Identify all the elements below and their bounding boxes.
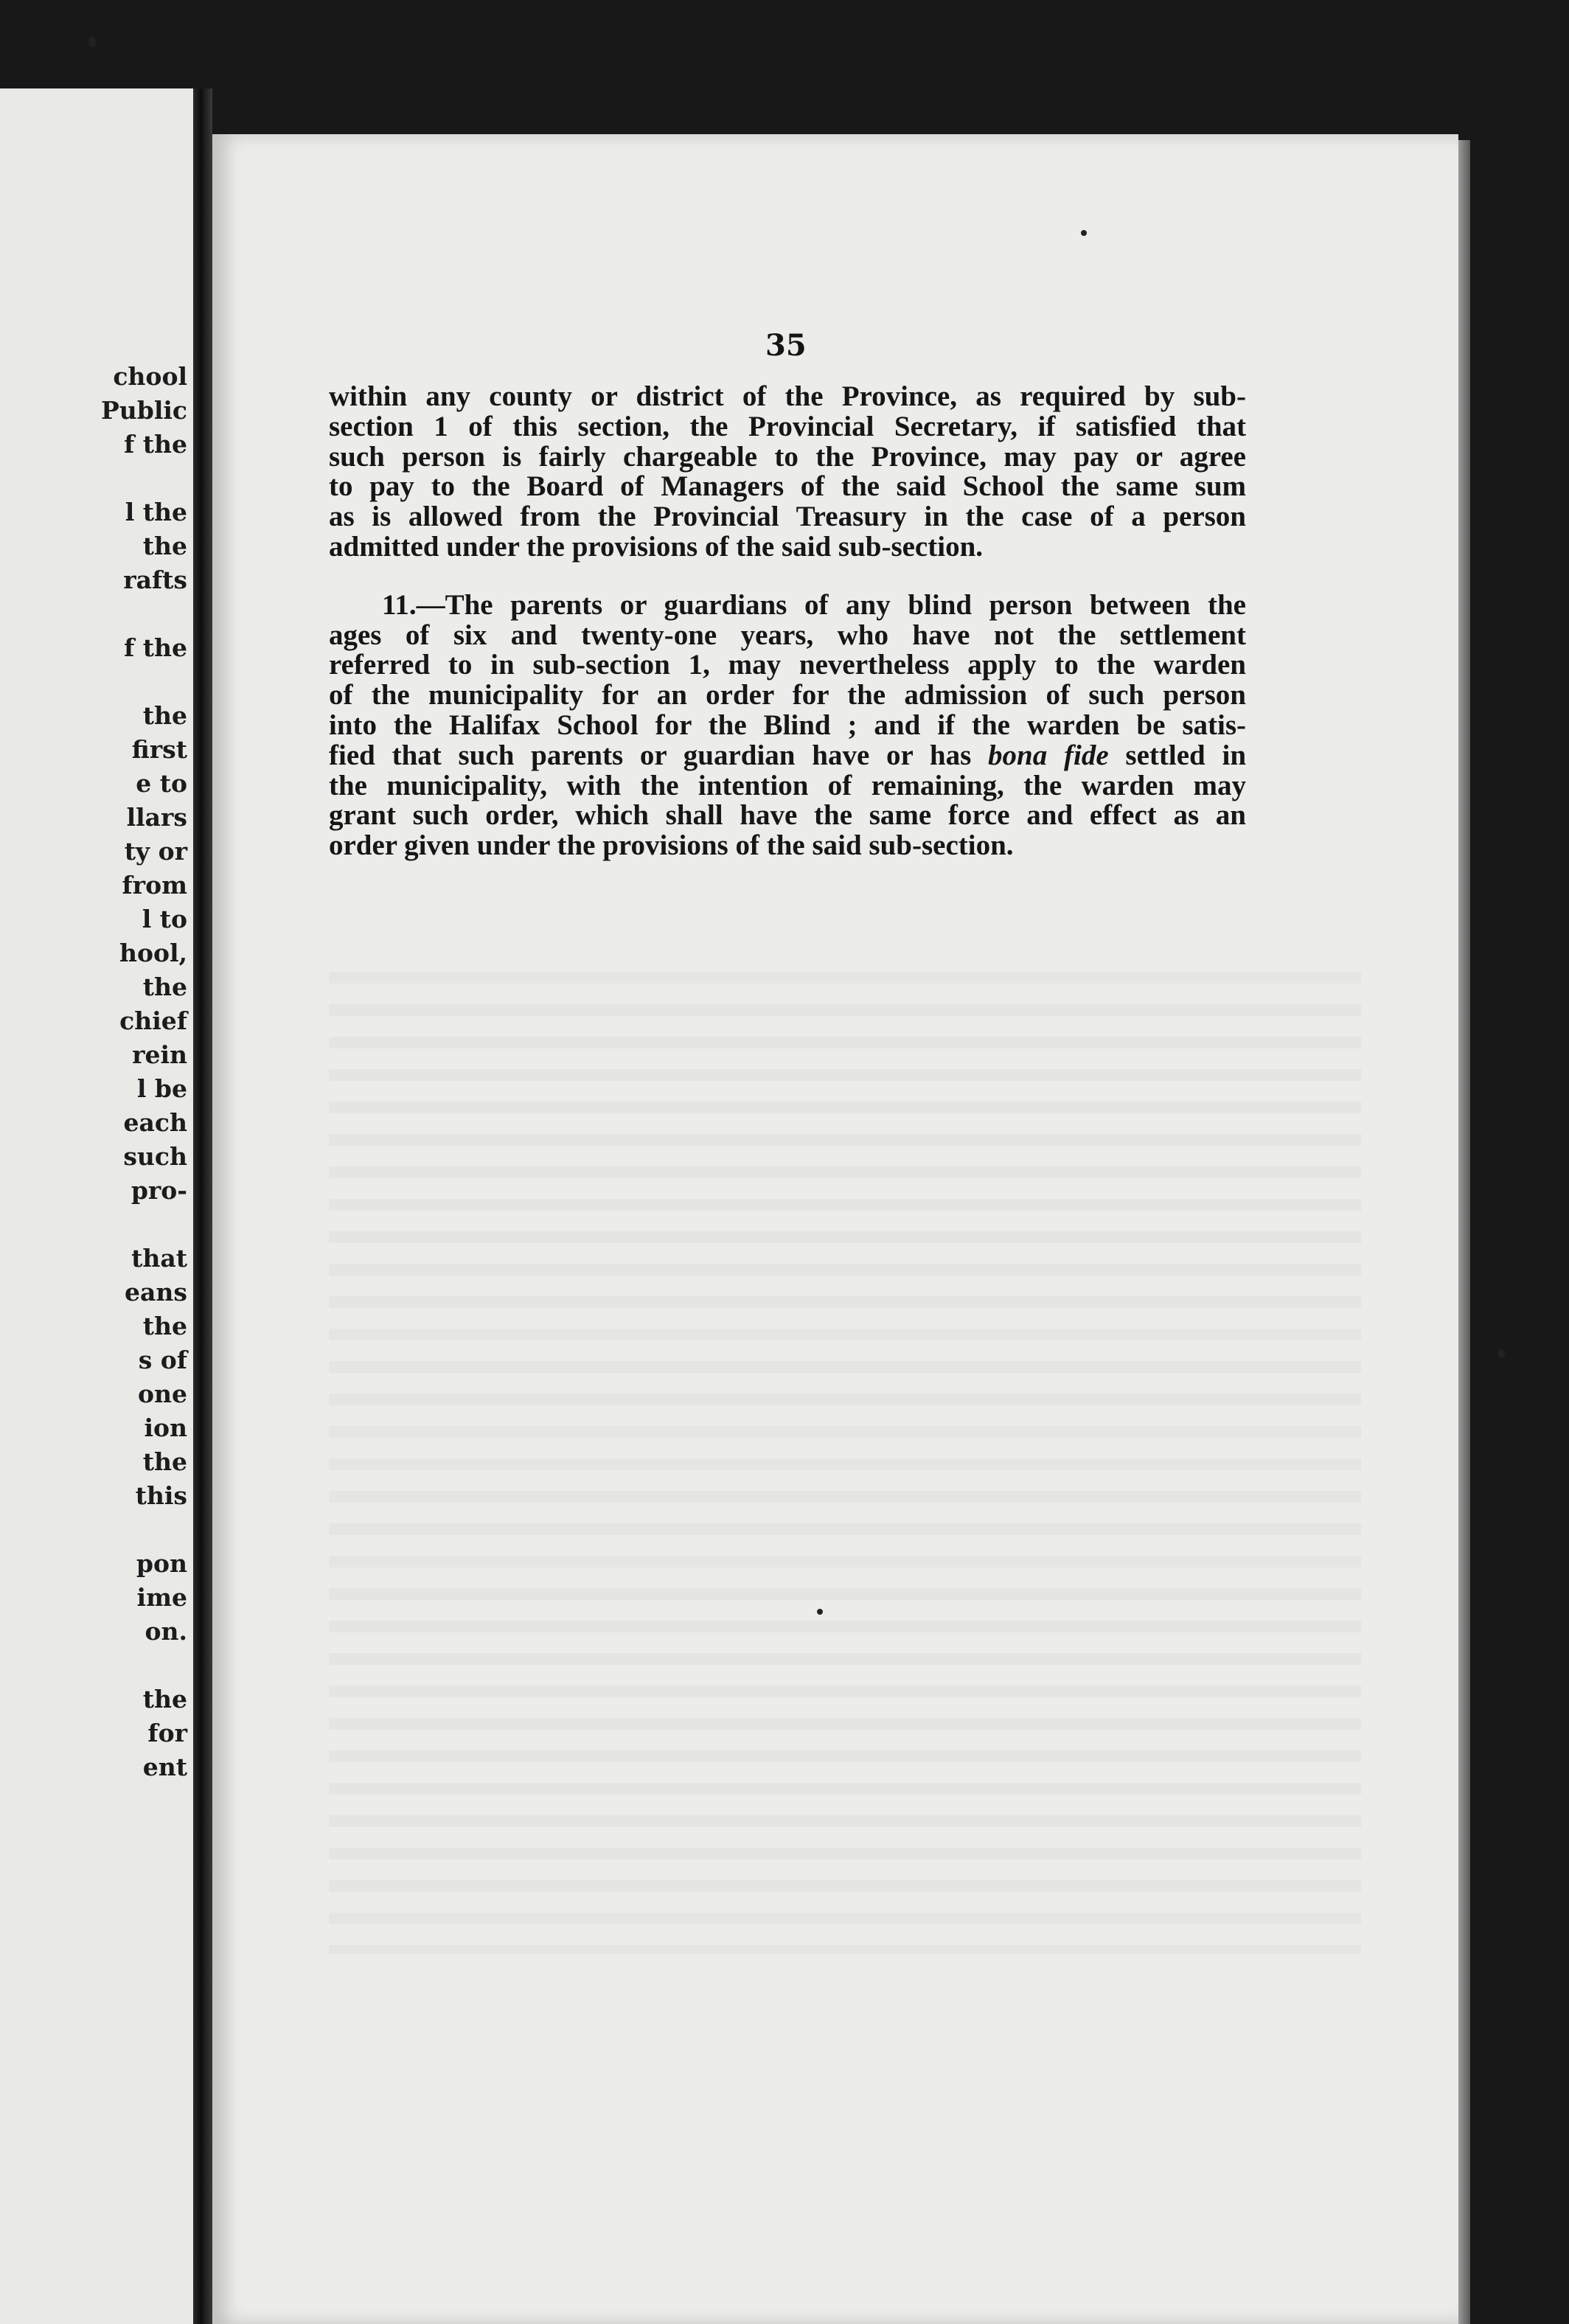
page-number: 35 bbox=[765, 328, 807, 363]
left-page-fragment: e to bbox=[136, 769, 187, 798]
body-text bbox=[329, 382, 1246, 861]
left-page-fragment bbox=[10, 665, 187, 699]
left-page-fragment: l be bbox=[136, 1074, 187, 1103]
text-line: fied that such parents or guardian have or has bona fide settled in bbox=[329, 739, 1247, 771]
left-page-fragment: Public bbox=[100, 396, 187, 425]
left-page-fragment bbox=[10, 597, 187, 631]
left-page-fragment: the bbox=[142, 1447, 187, 1476]
left-page-fragment: rafts bbox=[123, 566, 187, 594]
text-line: to pay to the Board of Managers of the said School the same sum bbox=[329, 470, 1246, 503]
text-line: admitted under the provisions of the said sub-section. bbox=[329, 530, 984, 563]
dust-speck bbox=[817, 1609, 823, 1615]
page-edge bbox=[1458, 140, 1470, 2324]
text-line: ages of six and twenty-one years, who have not the settlement bbox=[329, 619, 1246, 651]
left-page-fragment: the bbox=[142, 1685, 187, 1714]
left-page-fragment: first bbox=[131, 735, 187, 764]
left-page-fragment: f the bbox=[124, 430, 187, 459]
left-page-fragment: l to bbox=[142, 905, 187, 933]
left-page-fragment: llars bbox=[126, 803, 187, 832]
book-gutter bbox=[193, 88, 212, 2324]
left-page-fragment: pon bbox=[136, 1549, 187, 1578]
left-page-fragment: ent bbox=[142, 1753, 187, 1781]
left-page-fragment: pro- bbox=[131, 1176, 187, 1205]
paragraph bbox=[329, 382, 1246, 563]
left-facing-page bbox=[0, 88, 193, 2324]
left-page-fragment: chool bbox=[113, 362, 187, 391]
text-line: of the municipality for an order for the admission of such person bbox=[329, 679, 1246, 712]
left-page-fragment: the bbox=[142, 532, 187, 560]
left-page-fragment: from bbox=[122, 871, 187, 900]
left-page-fragment: that bbox=[131, 1244, 187, 1273]
text-line: the municipality, with the intention of remaining, the warden may bbox=[329, 769, 1246, 801]
left-page-fragment: such bbox=[123, 1142, 187, 1171]
left-page-fragment: s of bbox=[138, 1346, 187, 1374]
left-page-fragment: eans bbox=[125, 1278, 187, 1307]
left-page-fragment: chief bbox=[119, 1006, 187, 1035]
dust-speck bbox=[88, 37, 96, 47]
left-page-fragment: l the bbox=[125, 498, 187, 526]
left-page-fragment: for bbox=[147, 1719, 187, 1747]
left-page-fragment: ion bbox=[144, 1413, 187, 1442]
left-page-fragment: this bbox=[135, 1481, 187, 1510]
text-line: such person is fairly chargeable to the Province, may pay or agree bbox=[329, 440, 1246, 473]
text-line: 11.—The parents or guardians of any blind person between the bbox=[382, 588, 1246, 621]
show-through-text bbox=[329, 951, 1361, 1954]
text-line: grant such order, which shall have the same force and effect as an bbox=[329, 799, 1246, 832]
left-page-fragment: the bbox=[142, 973, 187, 1001]
left-page-fragment bbox=[10, 1208, 187, 1242]
left-page-fragment: rein bbox=[132, 1040, 187, 1069]
text-line: as is allowed from the Provincial Treasury in the case of a person bbox=[329, 501, 1246, 533]
text-line: within any county or district of the Province, as required by sub- bbox=[329, 380, 1246, 412]
left-page-fragment bbox=[10, 1649, 187, 1683]
left-page-fragment: hool, bbox=[119, 939, 187, 967]
left-page-fragment: the bbox=[142, 701, 187, 730]
text-line: section 1 of this section, the Provincial Secretary, if satisfied that bbox=[329, 410, 1246, 442]
dust-speck bbox=[1498, 1349, 1505, 1358]
text-line: referred to in sub-section 1, may nevertheless apply to the warden bbox=[329, 649, 1246, 681]
left-page-fragment: one bbox=[138, 1380, 187, 1408]
paragraph bbox=[329, 588, 1247, 862]
left-page-text-fragments bbox=[10, 360, 187, 1784]
text-line: into the Halifax School for the Blind ; and if the warden be satis- bbox=[329, 709, 1246, 741]
left-page-fragment: each bbox=[123, 1108, 187, 1137]
left-page-fragment bbox=[10, 462, 187, 495]
left-page-fragment: on. bbox=[145, 1617, 187, 1646]
left-page-fragment: ty or bbox=[124, 837, 187, 866]
left-page-fragment: f the bbox=[124, 633, 187, 662]
dust-speck bbox=[1081, 230, 1087, 236]
left-page-fragment bbox=[10, 1513, 187, 1547]
left-page-fragment: ime bbox=[136, 1583, 187, 1612]
text-line: order given under the provisions of the said sub-section. bbox=[329, 829, 1014, 862]
left-page-fragment: the bbox=[142, 1312, 187, 1340]
